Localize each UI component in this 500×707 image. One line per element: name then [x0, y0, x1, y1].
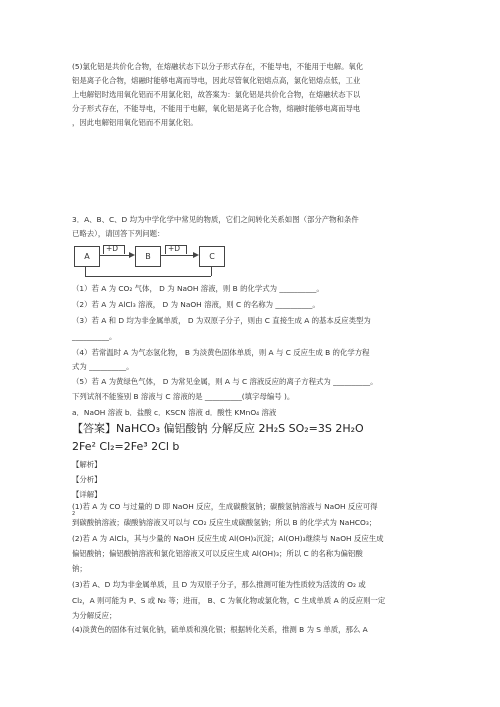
detail-line: (3)若 A、D 均为非金属单质，且 D 为双原子分子，那么推测可能为性质较为活泼的 O₂ 或 [72, 580, 366, 589]
answer-line: 2Fe² Cl₂=2Fe³ 2Cl b [72, 440, 180, 453]
text-line: (5)氯化铝是共价化合物，在熔融状态下以分子形式存在，不能导电，不能用于电解。氧化 [72, 62, 364, 71]
tag-detail: 【详解】 [72, 490, 102, 499]
detail-line: (4)淡黄色的固体有过氧化钠，硫单质和溴化银；根据转化关系，推测 B 为 S 单质，那么 A [72, 625, 368, 634]
detail-line: Cl₂，A 则可能为 P、S 或 N₂ 等；进而， B、C 为氧化物或氯化物，C 生成单质 A 的反应则一定 [72, 596, 386, 605]
tag-breakdown: 【分析】 [72, 475, 102, 484]
back-arrow-bottom [85, 276, 211, 277]
text-line: 分子形式存在，不能导电，不能用于电解，氧化铝是离子化合物，熔融时能够电离而导电 [72, 104, 361, 113]
arrow-label-d: +D [168, 244, 181, 253]
detail-line: 2 [72, 511, 76, 517]
detail-line: (2)若 A 为 AlCl₃，其与少量的 NaOH 反应生成 Al(OH)₃沉淀；Al(OH)₃继续与 NaOH 反应生成 [72, 534, 384, 543]
arrow-label-d: +D [106, 244, 119, 253]
question-item: （3）若 A 和 D 均为非金属单质， D 为双原子分子，则由 C 直接生成 A 的基本反应类型为 [72, 316, 371, 325]
question-item: __________。 [72, 332, 117, 341]
arrow-b-c [160, 255, 193, 256]
text-line: ，因此电解铝用氧化铝而不用氯化铝。 [72, 118, 198, 127]
detail-line: 钠； [72, 564, 87, 573]
detail-line: (1)若 A 为 CO 与过量的 D 即 NaOH 反应，生成碳酸氢钠；碳酸氢钠溶液与 NaOH 反应可得 [72, 502, 378, 511]
arrow-a-b [99, 255, 129, 256]
box-b: B [135, 246, 161, 267]
question-item: 式为 __________。 [72, 362, 134, 371]
question-item: 下列试剂不能鉴别 B 溶液与 C 溶液的是 __________(填字母编号 )。 [72, 392, 295, 401]
text-line: 铝是离子化合物，熔融时能够电离而导电，因此尽管氧化铝熔点高，氯化铝熔点低，工业 [72, 76, 361, 85]
question-item: （2）若 A 为 AlCl₃ 溶液， D 为 NaOH 溶液，则 C 的名称为 __________。 [72, 300, 320, 309]
tag-analysis: 【解析】 [72, 460, 102, 469]
question-intro: 已略去），请回答下列问题： [72, 229, 165, 238]
answer-line: 【答案】NaHCO₃ 偏铝酸钠 分解反应 2H₂S SO₂=3S 2H₂O [72, 422, 364, 435]
text-line: 上电解铝时选用氧化铝而不用氯化铝，故答案为：氯化铝是共价化合物，在熔融状态下以 [72, 90, 361, 99]
back-arrow-right [211, 266, 212, 276]
detail-line: 为分解反应； [72, 611, 117, 620]
back-arrow-left [85, 266, 86, 276]
question-item: （4）若常温时 A 为气态氢化物， B 为淡黄色固体单质，则 A 与 C 反应生成 B 的化学方程 [72, 348, 370, 357]
arrowhead-icon [129, 252, 135, 258]
detail-line: 偏铝酸钠；偏铝酸钠溶液和氯化铝溶液又可以反应生成 Al(OH)₃；所以 C 的名称为偏铝酸 [72, 549, 363, 558]
arrowhead-icon [193, 252, 199, 258]
question-intro: 3．A、B、C、D 均为中学化学中常见的物质，它们之间转化关系如图（部分产物和条件 [72, 215, 359, 224]
question-item: a．NaOH 溶液 b．盐酸 c．KSCN 溶液 d．酸性 KMnO₄ 溶液 [72, 408, 277, 417]
detail-line: 到碳酸钠溶液；碳酸钠溶液又可以与 CO₂ 反应生成碳酸氢钠；所以 B 的化学式为 NaHCO₃； [72, 518, 377, 527]
box-c: C [199, 246, 225, 267]
box-a: A [74, 246, 100, 267]
question-item: （5）若 A 为黄绿色气体， D 为常见金属，则 A 与 C 溶液反应的离子方程式为 __________。 [72, 377, 378, 386]
question-item: （1）若 A 为 CO₂ 气体， D 为 NaOH 溶液，则 B 的化学式为 __________。 [72, 284, 324, 293]
